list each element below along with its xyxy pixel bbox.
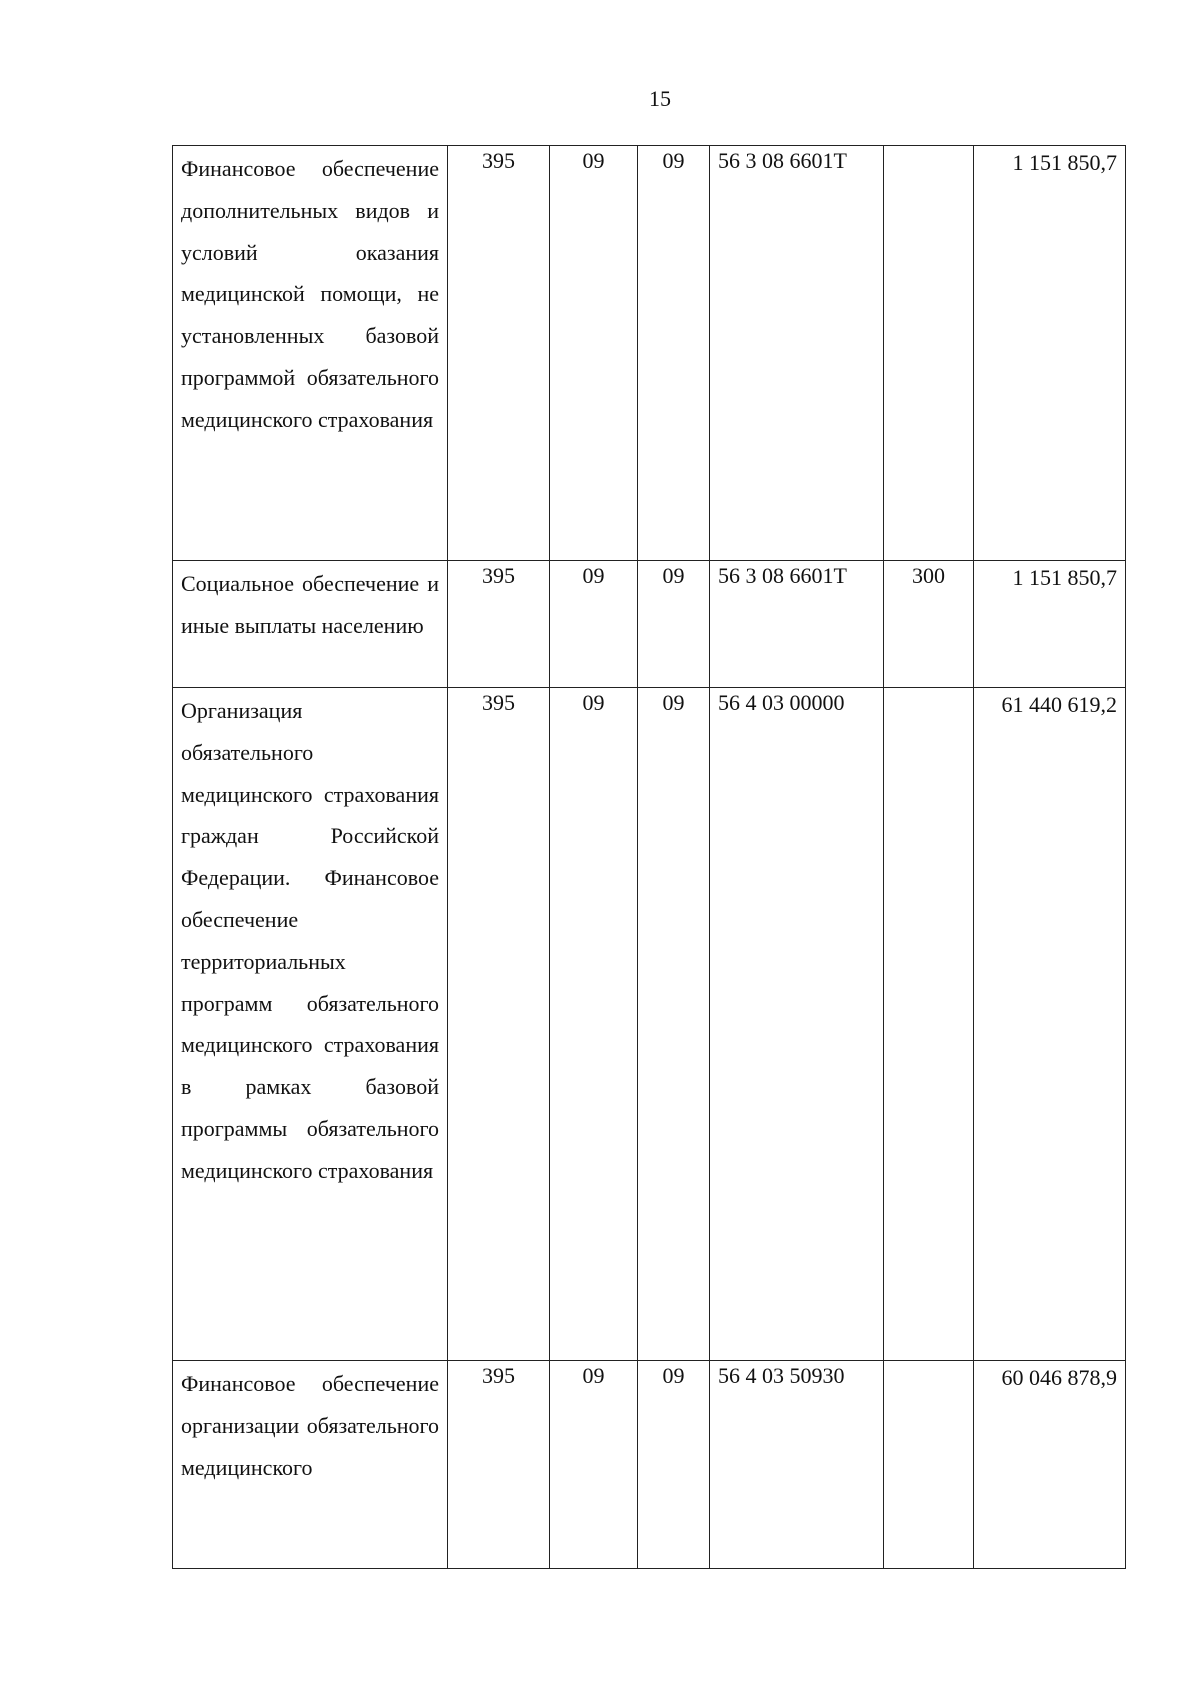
item-name-cell: Социальное обеспечение и иные выплаты населению [173, 561, 448, 688]
subsection-code-cell: 09 [638, 1361, 710, 1569]
expense-type-cell [884, 146, 974, 561]
amount-cell: 1 151 850,7 [974, 561, 1126, 688]
expense-type-cell [884, 1361, 974, 1569]
amount-cell: 61 440 619,2 [974, 688, 1126, 1361]
target-item-code-cell: 56 3 08 6601Т [710, 146, 884, 561]
item-name-cell: Организация обязательного медицинского страхования граждан Российской Федерации. Финансовое обеспечение территориальных программ обязательного медицинского страхования в рамках базовой программы обязательного медицинского страхования [173, 688, 448, 1361]
item-name-cell: Финансовое обеспечение дополнительных видов и условий оказания медицинской помощи, не установленных базовой программой обязательного медицинского страхования [173, 146, 448, 561]
section-code-cell: 09 [550, 1361, 638, 1569]
amount-cell: 60 046 878,9 [974, 1361, 1126, 1569]
expense-type-cell [884, 688, 974, 1361]
grbs-code-cell: 395 [448, 146, 550, 561]
grbs-code-cell: 395 [448, 561, 550, 688]
section-code-cell: 09 [550, 688, 638, 1361]
amount-cell: 1 151 850,7 [974, 146, 1126, 561]
expense-type-cell: 300 [884, 561, 974, 688]
item-name-cell: Финансовое обеспечение организации обязательного медицинского [173, 1361, 448, 1569]
table-row [173, 561, 1126, 688]
target-item-code-cell: 56 4 03 00000 [710, 688, 884, 1361]
table-row [173, 146, 1126, 561]
table-row [173, 688, 1126, 1361]
grbs-code-cell: 395 [448, 1361, 550, 1569]
table-row [173, 1361, 1126, 1569]
subsection-code-cell: 09 [638, 146, 710, 561]
grbs-code-cell: 395 [448, 688, 550, 1361]
section-code-cell: 09 [550, 146, 638, 561]
subsection-code-cell: 09 [638, 561, 710, 688]
section-code-cell: 09 [550, 561, 638, 688]
target-item-code-cell: 56 3 08 6601Т [710, 561, 884, 688]
target-item-code-cell: 56 4 03 50930 [710, 1361, 884, 1569]
budget-table [172, 145, 1126, 1569]
subsection-code-cell: 09 [638, 688, 710, 1361]
page-number: 15 [649, 86, 671, 111]
